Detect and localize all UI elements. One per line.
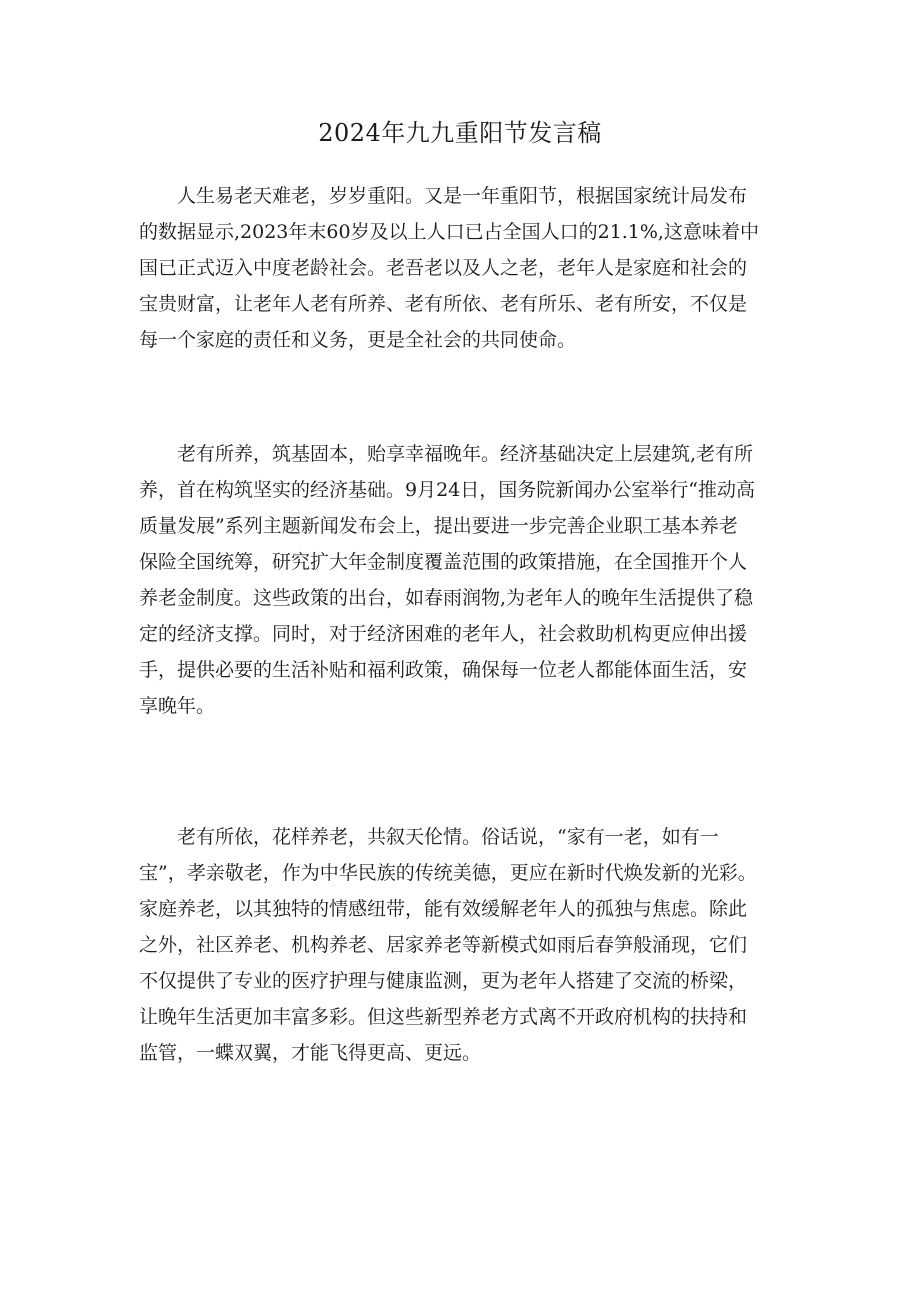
text-line: 老有所养，筑基固本，贻享幸福晚年。经济基础决定上层建筑,老有所 — [177, 443, 754, 465]
text-line: 质量发展”系列主题新闻发布会上，提出要进一步完善企业职工基本养老 — [139, 515, 738, 537]
text-line: 老有所依，花样养老，共叙天伦情。俗话说，“家有一老，如有一 — [177, 826, 719, 848]
text-line: 养老金制度。这些政策的出台，如春雨润物,为老年人的晚年生活提供了稳 — [139, 587, 754, 609]
text-line: 人生易老天难老，岁岁重阳。又是一年重阳节，根据国家统计局发布 — [177, 185, 748, 207]
text-line: 享晚年。 — [139, 695, 216, 717]
text-line: 养，首在构筑坚实的经济基础。9月24日，国务院新闻办公室举行“推动高 — [139, 479, 755, 501]
text-line: 的数据显示,2023年末60岁及以上人口已占全国人口的21.1%,这意味着中 — [139, 221, 759, 243]
paragraph-3 — [139, 819, 781, 1071]
text-line: 宝贵财富，让老年人老有所养、老有所依、老有所乐、老有所安，不仅是 — [139, 293, 748, 315]
text-line: 每一个家庭的责任和义务，更是全社会的共同使命。 — [139, 329, 577, 351]
text-line: 监管，一蝶双翼，才能飞得更高、更远。 — [139, 1042, 482, 1064]
text-line: 定的经济支撑。同时，对于经济困难的老年人，社会救助机构更应伸出援 — [139, 623, 748, 645]
page-title: 2024年九九重阳节发言稿 — [318, 119, 602, 147]
text-line: 国已正式迈入中度老龄社会。老吾老以及人之老，老年人是家庭和社会的 — [139, 257, 748, 279]
text-line: 家庭养老，以其独特的情感纽带，能有效缓解老年人的孤独与焦虑。除此 — [139, 898, 748, 920]
text-line: 保险全国统筹，研究扩大年金制度覆盖范围的政策措施，在全国推开个人 — [139, 551, 748, 573]
paragraph-1 — [139, 178, 781, 358]
text-line: 让晚年生活更加丰富多彩。但这些新型养老方式离不开政府机构的扶持和 — [139, 1006, 748, 1028]
text-line: 手，提供必要的生活补贴和福利政策，确保每一位老人都能体面生活，安 — [139, 659, 748, 681]
text-line: 宝”，孝亲敬老，作为中华民族的传统美德，更应在新时代焕发新的光彩。 — [139, 862, 757, 884]
text-line: 不仅提供了专业的医疗护理与健康监测，更为老年人搭建了交流的桥梁， — [139, 970, 748, 992]
text-line: 之外，社区养老、机构养老、居家养老等新模式如雨后春笋般涌现，它们 — [139, 934, 748, 956]
paragraph-2 — [139, 436, 781, 724]
